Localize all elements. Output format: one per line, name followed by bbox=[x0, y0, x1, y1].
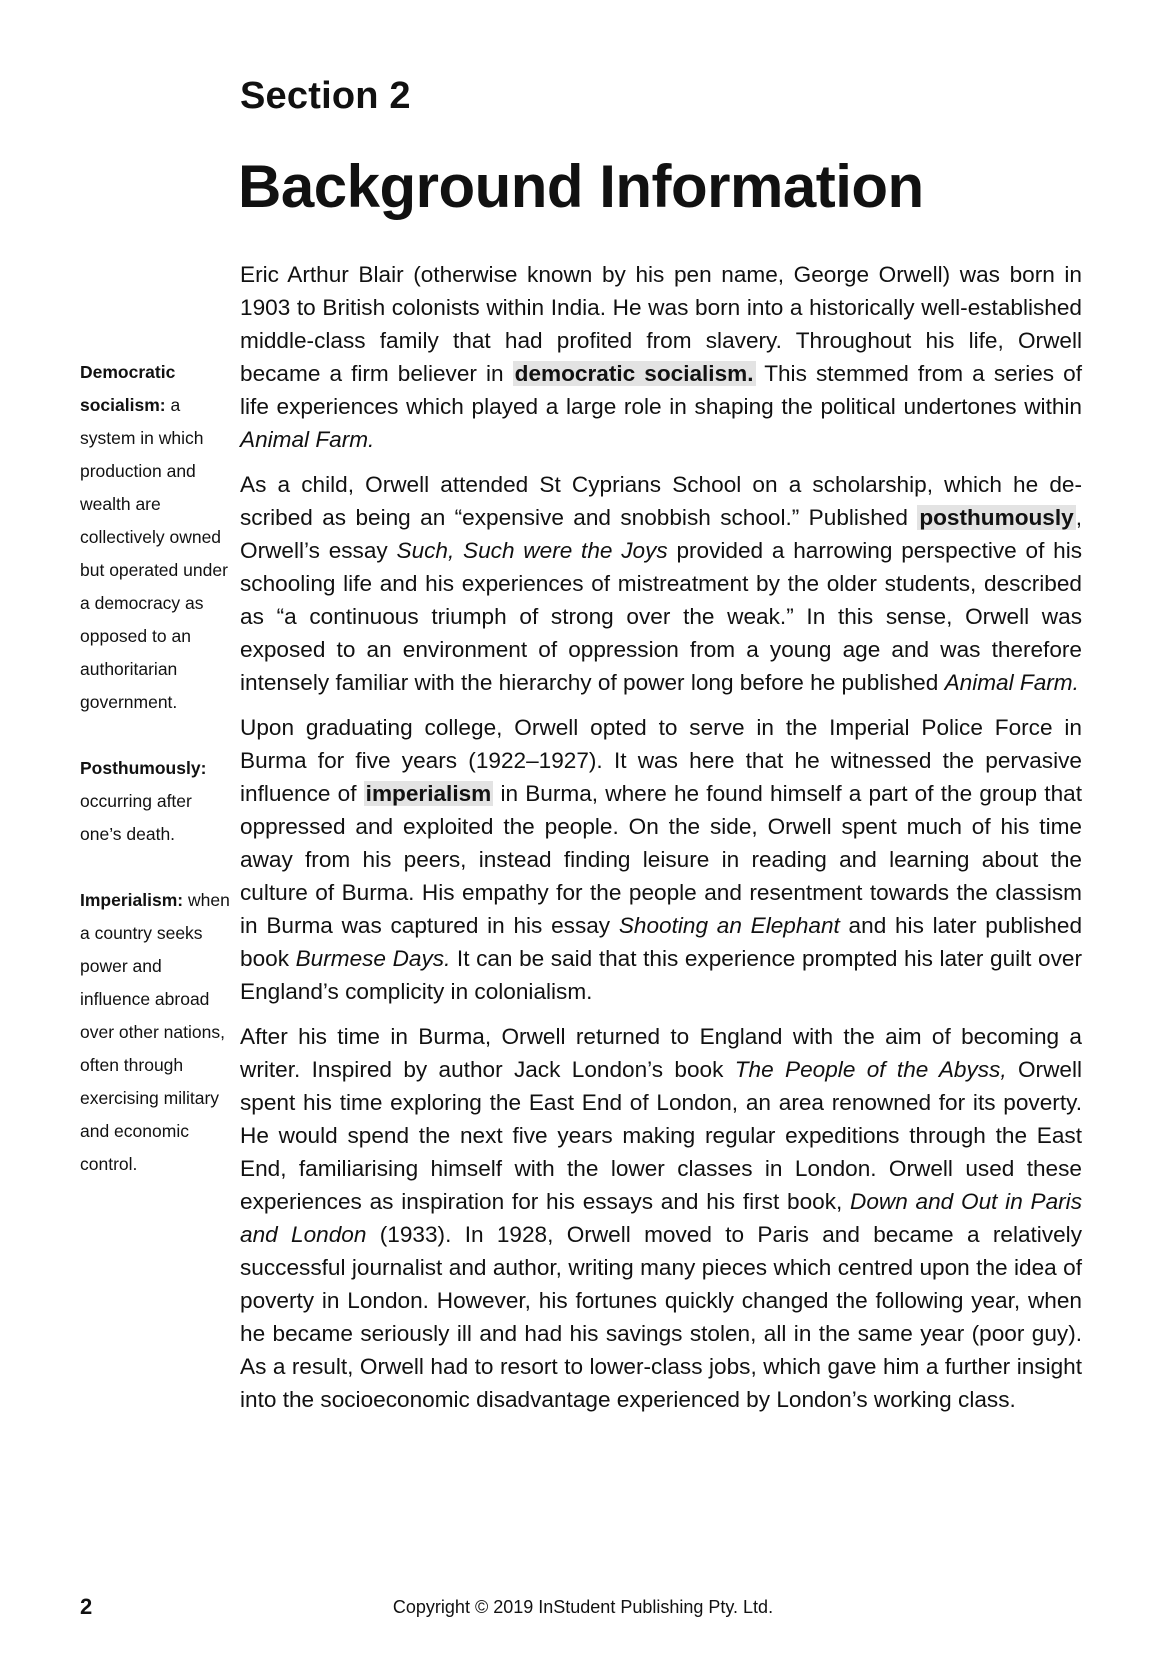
essay-title-reference: Shooting an Elephant bbox=[618, 913, 840, 938]
text-run: in Burma, where he found himself a part of the group that oppressed and exploited the people. On the side, Orwell spent much of his time away from his peers, instead finding leisure in reading and learning about the culture of Burma. His empathy for the people and resentment towards the classism in Burma was captured in his essay bbox=[240, 781, 1082, 938]
text-run: and his later published book bbox=[240, 913, 1083, 971]
book-title-reference: The People of the Abyss, bbox=[734, 1057, 1007, 1082]
glossary-term: Democratic socialism: bbox=[80, 362, 176, 415]
glossary-entry-posthumously bbox=[80, 752, 230, 851]
glossary-sidebar bbox=[80, 356, 230, 1214]
paragraph-early-life bbox=[240, 258, 1082, 456]
highlighted-term-democratic-socialism: democratic socialism. bbox=[514, 361, 754, 386]
page-title: Background Information bbox=[238, 153, 924, 220]
text-run: Eric Arthur Blair (otherwise known by his pen name, George Orwell) was born in 1903 to British colonists within India. He was born into a historically well-established middle-class family that had profited from slavery. Throughout his life, Orwell became a firm believer in bbox=[240, 262, 1082, 386]
glossary-definition: when a country seeks power and influence abroad over other nations, often through exercising military and economic control. bbox=[80, 890, 230, 1174]
text-run: , Orwell’s essay bbox=[240, 505, 1082, 563]
main-body bbox=[240, 258, 1082, 1416]
book-title-reference: Animal Farm. bbox=[240, 427, 375, 452]
glossary-entry-imperialism bbox=[80, 884, 230, 1181]
text-run: provided a harrowing perspective of his schooling life and his experiences of mistreatment by the older students, described as “a continuous triumph of strong over the weak.” In this sense, Orwell was exposed to an environment of oppression from a young age and was therefore intensely familiar with the hierarchy of power long before he published bbox=[240, 538, 1083, 695]
glossary-entry-democratic-socialism bbox=[80, 356, 230, 719]
text-run: (1933). In 1928, Orwell moved to Paris and became a relatively successful journalist and author, writing many pieces which centred upon the idea of poverty in London. However, his fortunes quickly changed the following year, when he became seriously ill and had his savings stolen, all in the same year (poor guy). As a result, Orwell had to resort to lower-class jobs, which gave him a further insight into the socioeconomic disadvantage experienced by London’s working class. bbox=[240, 1222, 1083, 1412]
text-run: This stemmed from a series of life experiences which played a large role in shaping the political undertones within bbox=[240, 361, 1082, 419]
paragraph-london-paris bbox=[240, 1020, 1082, 1416]
text-run: It can be said that this experience prompted his later guilt over England’s complicity in colonialism. bbox=[240, 946, 1082, 1004]
book-title-reference: Down and Out in Paris and London bbox=[240, 1189, 1082, 1247]
highlighted-term-posthumously: posthumously bbox=[919, 505, 1074, 530]
text-run: As a child, Orwell attended St Cyprians School on a scholarship, which he described as being an “expensive and snobbish school.” Published bbox=[240, 472, 1082, 530]
book-title-reference: Animal Farm. bbox=[944, 670, 1079, 695]
page-number: 2 bbox=[80, 1594, 93, 1619]
essay-title-reference: Such, Such were the Joys bbox=[396, 538, 668, 563]
glossary-term: Imperialism: bbox=[80, 890, 184, 910]
section-label: Section 2 bbox=[240, 75, 411, 117]
text-run: Orwell spent his time exploring the East End of London, an area renowned for its poverty. He would spend the next five years making regular expeditions through the East End, familiarising himself with the lower classes in London. Orwell used these experiences as inspiration for his essays and his first book, bbox=[240, 1057, 1083, 1214]
highlighted-term-imperialism: imperialism bbox=[365, 781, 492, 806]
glossary-definition: occurring after one’s death. bbox=[80, 791, 192, 844]
copyright-notice: Copyright © 2019 InStudent Publishing Pty. Ltd. bbox=[392, 1597, 774, 1617]
glossary-definition: a system in which production and wealth are collectively owned but operated under a democracy as opposed to an authoritarian government. bbox=[80, 395, 228, 712]
text-run: Upon graduating college, Orwell opted to serve in the Imperial Police Force in Burma for five years (1922–1927). It was here that he witnessed the pervasive influence of bbox=[240, 715, 1082, 806]
book-title-reference: Burmese Days. bbox=[295, 946, 451, 971]
glossary-term: Posthumously: bbox=[80, 758, 207, 778]
paragraph-childhood bbox=[240, 468, 1082, 699]
paragraph-burma bbox=[240, 711, 1082, 1008]
text-run: After his time in Burma, Orwell returned to England with the aim of becoming a writer. Inspired by author Jack London’s book bbox=[240, 1024, 1082, 1082]
